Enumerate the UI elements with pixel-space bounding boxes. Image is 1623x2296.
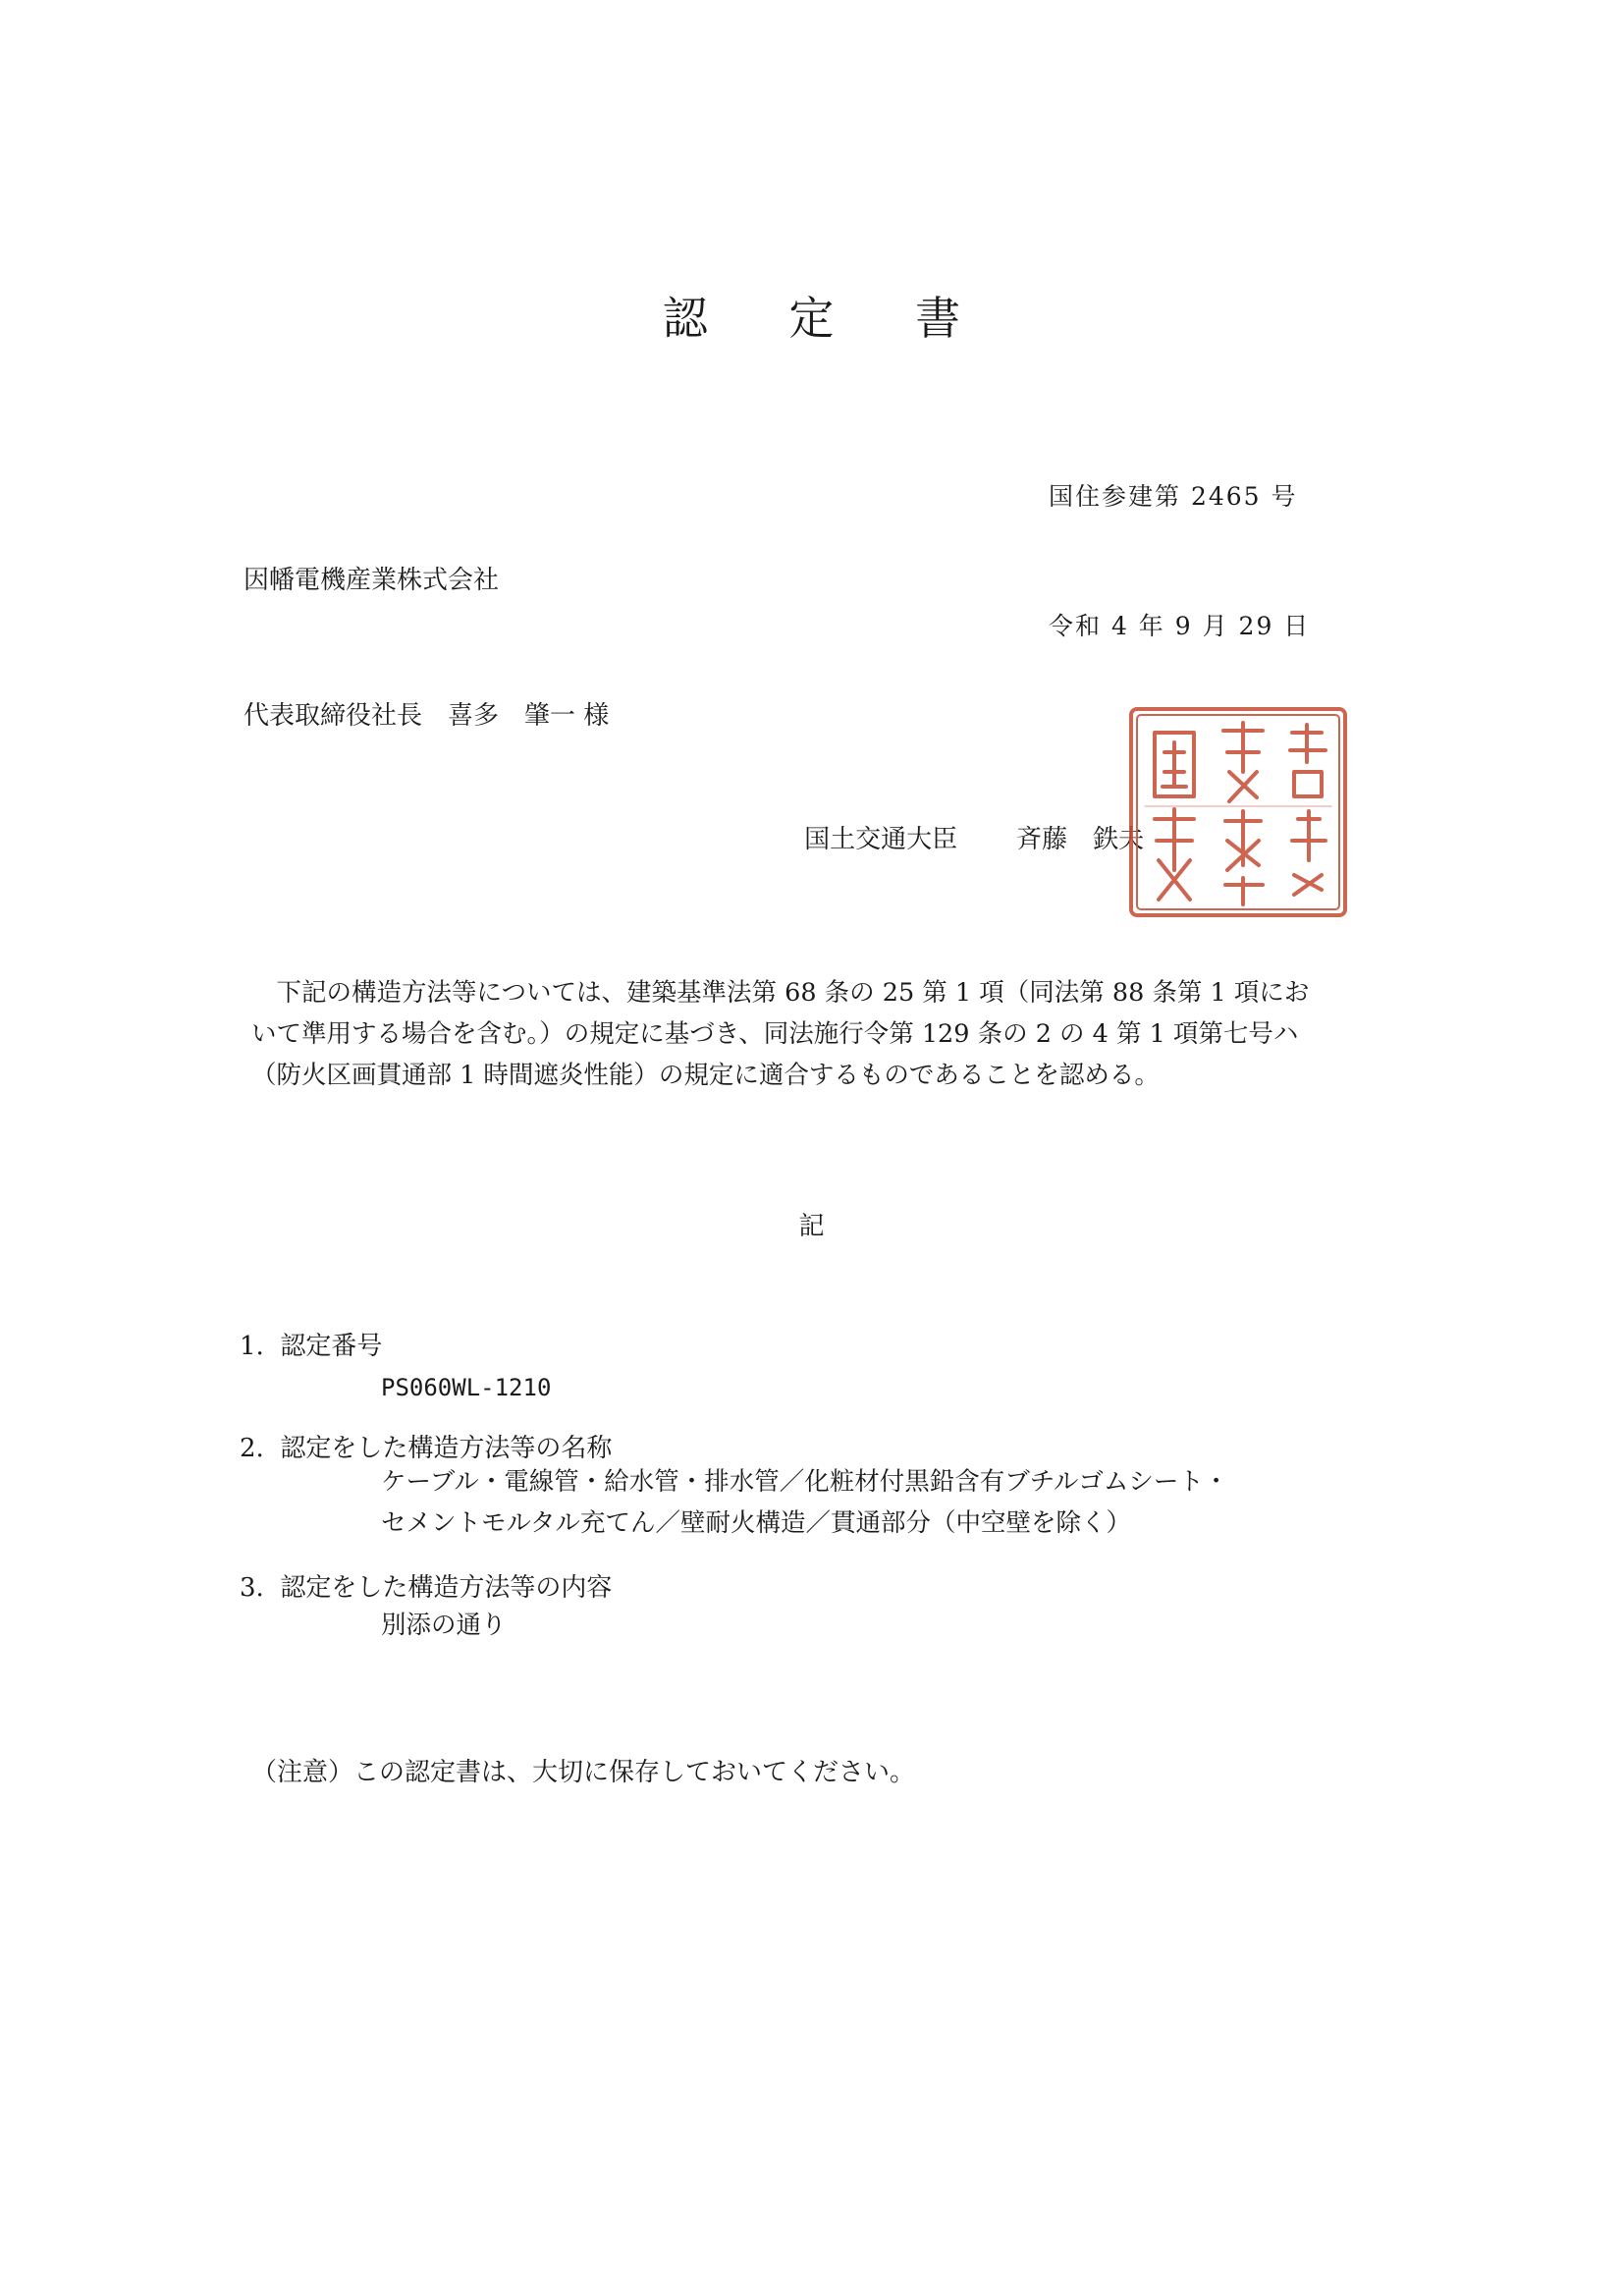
- issuer-block: [772, 790, 1144, 885]
- issuer-name: 斉藤 鉄夫: [1016, 825, 1145, 854]
- item-1-value: PS060WL-1210: [381, 1374, 552, 1401]
- addressee-company: 因幡電機産業株式会社: [243, 566, 500, 595]
- statement-line: 下記の構造方法等については、建築基準法第 68 条の 25 第 1 項（同法第 88 条第 1 項にお: [251, 978, 1310, 1008]
- certification-statement: [251, 972, 1430, 1096]
- ki-heading: 記: [798, 1212, 825, 1241]
- document-number-block: [1049, 389, 1310, 735]
- official-seal-stamp: [1125, 703, 1351, 921]
- document-title: 認 定 書: [662, 292, 995, 345]
- document-number: 国住参建第 2465 号: [1049, 482, 1298, 511]
- issue-date: 令和 4 年 9 月 29 日: [1049, 612, 1311, 640]
- addressee-person: 代表取締役社長 喜多 肇一 様: [243, 701, 610, 731]
- statement-line: いて準用する場合を含む。）の規定に基づき、同法施行令第 129 条の 2 の 4 第 1 項第七号ハ: [251, 1019, 1299, 1049]
- storage-note: （注意）この認定書は、大切に保存しておいてください。: [251, 1758, 916, 1787]
- item-3-value: 別添の通り: [381, 1611, 507, 1640]
- item-2-value-line-1: ケーブル・電線管・給水管・排水管／化粧材付黒鉛含有ブチルゴムシート・: [381, 1467, 1229, 1497]
- statement-line: （防火区画貫通部 1 時間遮炎性能）の規定に適合するものであることを認める。: [251, 1061, 1160, 1090]
- item-3-heading: 3. 認定をした構造方法等の内容: [240, 1573, 613, 1603]
- item-2-value-line-2: セメントモルタル充てん／壁耐火構造／貫通部分（中空壁を除く）: [381, 1508, 1131, 1538]
- addressee-block: [243, 467, 609, 829]
- issuer-title: 国土交通大臣: [804, 825, 958, 854]
- item-2-heading: 2. 認定をした構造方法等の名称: [240, 1434, 613, 1463]
- item-1-heading: 1. 認定番号: [240, 1332, 383, 1361]
